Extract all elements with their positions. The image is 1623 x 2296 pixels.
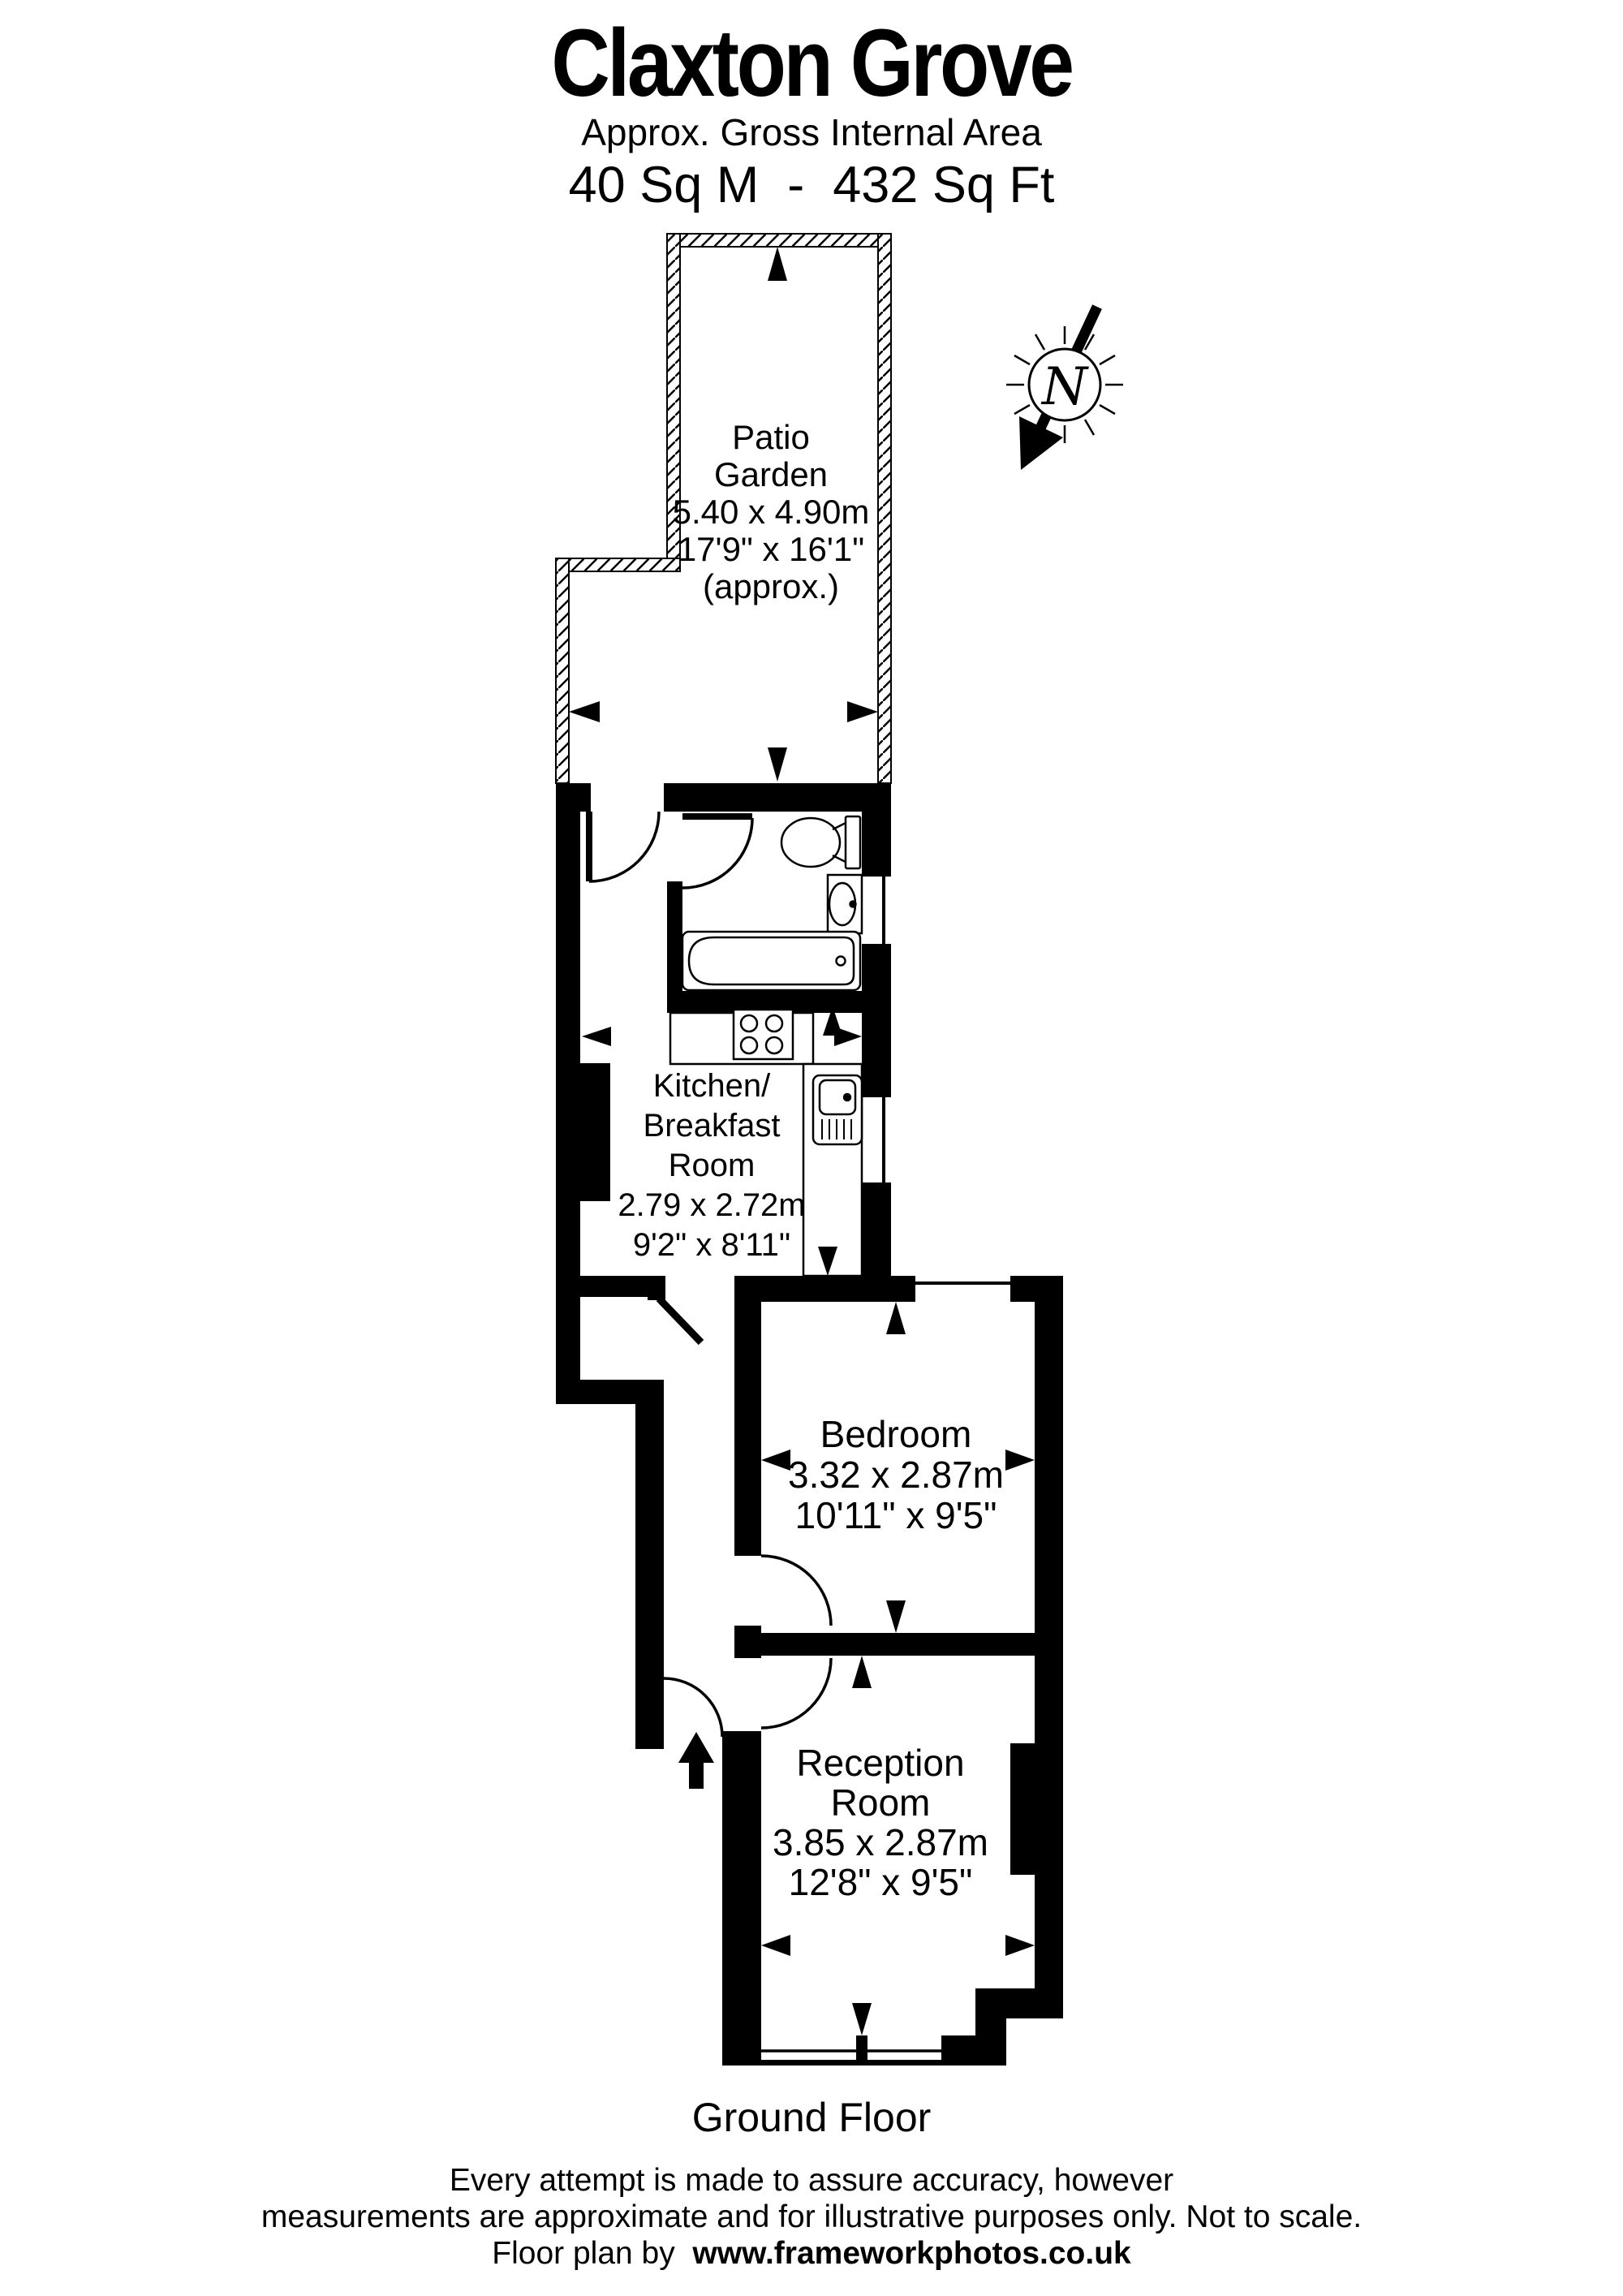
room-name-line: Patio (732, 418, 810, 456)
room-dimensions-approx: (approx.) (702, 567, 840, 605)
reception-window-left (761, 2035, 856, 2060)
wall-corridor-left (635, 1404, 664, 1749)
kitchen-breakfast-room-label (549, 1066, 874, 1265)
sink-icon (828, 875, 862, 933)
room-name-line: Garden (713, 455, 829, 493)
bathtub-icon (682, 932, 860, 990)
room-name-line: Room (668, 1148, 756, 1183)
bedroom-arrow-down-icon (886, 1600, 906, 1633)
room-name-line: Room (830, 1781, 931, 1824)
room-dimensions-imperial: 10'11" x 9'5" (794, 1494, 997, 1536)
patio-wall-top (667, 234, 891, 247)
room-dimensions-metric: 5.40 x 4.90m (672, 493, 870, 531)
room-dimensions-metric: 2.79 x 2.72m (618, 1187, 806, 1223)
credit-line (0, 2235, 1623, 2272)
reception-door-arc (761, 1658, 831, 1728)
patio-wall-left-lower (556, 558, 569, 783)
room-name-line: Bedroom (820, 1413, 972, 1455)
hall-door-leaf (586, 812, 592, 881)
toilet-icon (781, 816, 860, 868)
reception-arrow-up-icon (852, 1656, 872, 1688)
bathroom-door-arc (682, 818, 752, 888)
page-title: Claxton Grove (551, 10, 1072, 117)
wall-bathroom-left (667, 881, 682, 991)
reception-room-label (718, 1743, 1043, 1902)
hob-icon (734, 1010, 793, 1059)
wall-divider (734, 1633, 1035, 1656)
room-dimensions-metric: 3.32 x 2.87m (788, 1454, 1004, 1496)
kitchen-door-leaf (659, 1299, 701, 1342)
wall-top-right (664, 783, 891, 812)
bedroom-label (734, 1414, 1058, 1536)
wall-bedroom-top-left (734, 1276, 915, 1302)
bedroom-window (915, 1276, 1010, 1302)
wall-right-main (1035, 1302, 1063, 2018)
patio-arrow-down-icon (768, 747, 787, 782)
compass-label: N (1042, 357, 1087, 417)
kitchen-arrow-right-icon (834, 1027, 862, 1046)
entrance-door-arc (664, 1678, 722, 1737)
entrance-arrow-icon (678, 1732, 714, 1789)
patio-garden-label (601, 419, 941, 605)
wall-bedroom-top-right (1010, 1276, 1063, 1302)
wall-step-bottom-right (975, 1988, 1063, 2018)
reception-arrow-left-icon (761, 1935, 790, 1956)
reception-window-right (867, 2035, 941, 2060)
bedroom-door-arc (761, 1556, 831, 1626)
bathroom-window (862, 877, 891, 944)
credit-url: www.frameworkphotos.co.uk (692, 2236, 1131, 2271)
disclaimer (0, 2162, 1623, 2272)
floor-name: Ground Floor (691, 2095, 932, 2140)
room-name-line: Reception (796, 1742, 965, 1784)
wall-top-left (556, 783, 591, 812)
wall-kitchen-bottom-left (580, 1276, 649, 1297)
bathroom-door-leaf (682, 813, 752, 820)
page-subtitle: Approx. Gross Internal Area (581, 111, 1042, 153)
disclaimer-line-1: Every attempt is made to assure accuracy, however (449, 2163, 1174, 2198)
kitchen-arrow-left-icon (582, 1027, 611, 1046)
room-name-line: Breakfast (643, 1108, 781, 1144)
gross-internal-area: 40 Sq M - 432 Sq Ft (568, 157, 1055, 213)
patio-arrow-right-icon (847, 701, 878, 722)
hall-door-arc (589, 812, 659, 881)
room-dimensions-imperial: 9'2" x 8'11" (632, 1227, 791, 1263)
room-dimensions-imperial: 17'9" x 16'1" (677, 530, 865, 568)
wall-step-corridor (556, 1380, 664, 1404)
disclaimer-line-2: measurements are approximate and for illustrative purposes only. Not to scale. (260, 2199, 1363, 2234)
room-dimensions-imperial: 12'8" x 9'5" (788, 1861, 973, 1903)
wall-kitchen-door-jamb (648, 1276, 665, 1300)
wall-right-a (862, 812, 891, 877)
credit-prefix: Floor plan by (492, 2236, 693, 2271)
room-name-line: Kitchen/ (652, 1068, 771, 1104)
reception-arrow-right-icon (1005, 1935, 1035, 1956)
bedroom-arrow-up-icon (886, 1302, 906, 1334)
reception-arrow-down-icon (852, 2003, 872, 2035)
room-dimensions-metric: 3.85 x 2.87m (773, 1821, 988, 1863)
bathroom-fixtures (682, 816, 862, 990)
patio-arrow-up-icon (768, 247, 787, 281)
patio-arrow-left-icon (569, 701, 600, 722)
